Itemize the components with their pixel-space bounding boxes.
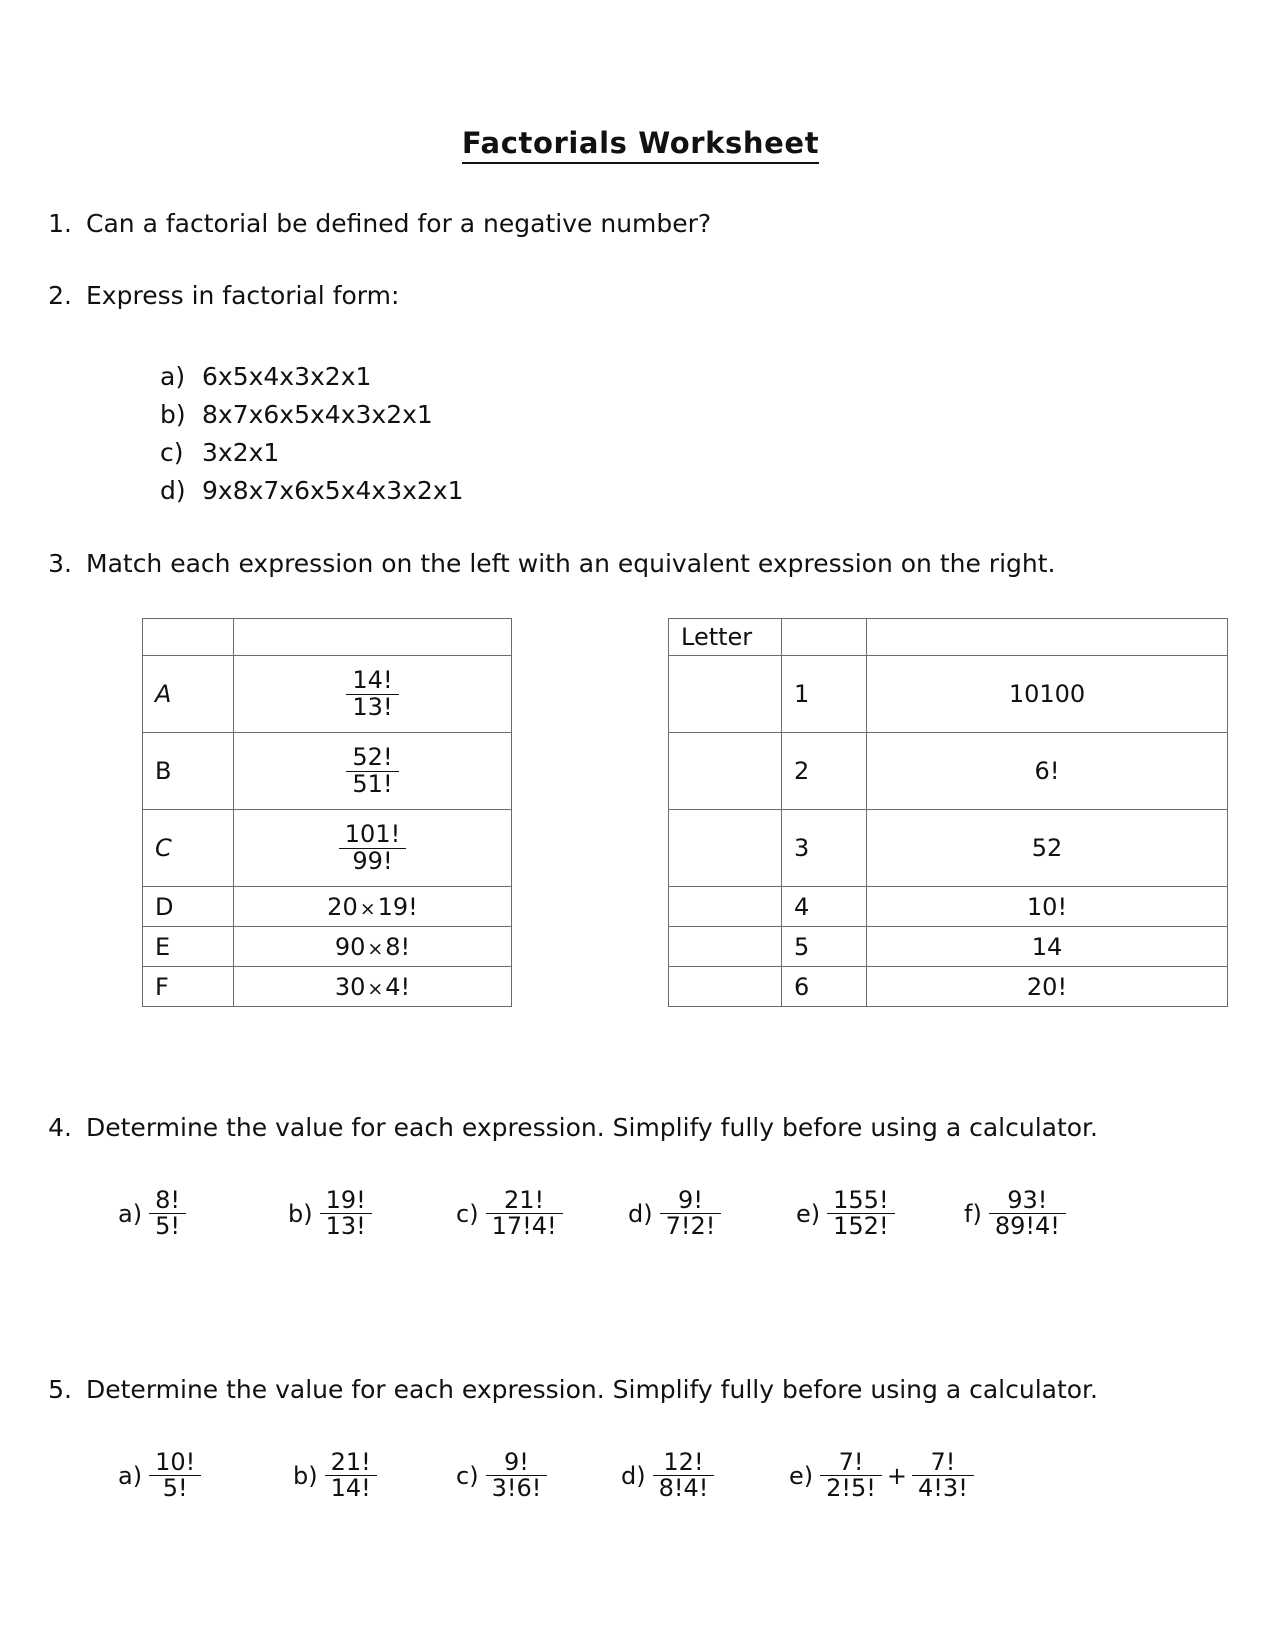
question-5 (44, 1374, 1224, 1405)
table-row[interactable] (669, 887, 1228, 927)
question-3-text: Match each expression on the left with an equivalent expression on the right. (86, 549, 1056, 578)
expression-item (964, 1188, 1066, 1239)
item-label: b) (160, 400, 186, 429)
fraction-denominator: 8!4! (658, 1474, 709, 1503)
fraction-numerator: 19! (320, 1188, 372, 1214)
expression-label: f) (964, 1199, 982, 1228)
question-4-text: Determine the value for each expression. Simplify fully before using a calculator. (86, 1113, 1098, 1142)
fraction-denominator: 99! (352, 846, 393, 875)
expression-item (118, 1188, 288, 1239)
expression-item (621, 1450, 789, 1501)
fraction-denominator: 5! (155, 1212, 180, 1241)
row-index: 5 (782, 927, 867, 967)
fraction-denominator: 3!6! (491, 1474, 542, 1503)
fraction-numerator: 93! (989, 1188, 1066, 1214)
question-3-number: 3. (48, 549, 72, 578)
row-value: 6! (867, 733, 1228, 810)
fraction-denominator: 4!3! (918, 1474, 968, 1503)
expression-label: a) (118, 1461, 143, 1490)
left-expression-table (142, 618, 512, 1007)
item-label: d) (160, 476, 186, 505)
header-key-cell (143, 619, 234, 656)
row-value: 52 (867, 810, 1228, 887)
question-2-text: Express in factorial form: (86, 281, 400, 310)
row-index: 4 (782, 887, 867, 927)
question-5-number: 5. (48, 1375, 72, 1404)
expression-label: e) (789, 1461, 814, 1490)
row-value: 14 (867, 927, 1228, 967)
expression-label: c) (456, 1199, 479, 1228)
item-label: a) (160, 362, 186, 391)
row-index: 3 (782, 810, 867, 887)
fraction-denominator: 13! (352, 692, 393, 721)
fraction (346, 668, 398, 719)
list-item (160, 472, 464, 510)
table-header-row (143, 619, 512, 656)
fraction-numerator: 10! (149, 1450, 201, 1476)
item-label: c) (160, 438, 184, 467)
product-right: 4! (385, 972, 411, 1001)
table-row[interactable] (669, 656, 1228, 733)
fraction-numerator: 52! (346, 745, 398, 771)
row-expression (234, 887, 512, 927)
fraction-denominator: 13! (325, 1212, 366, 1241)
row-expression (234, 810, 512, 887)
fraction-numerator: 7! (820, 1450, 882, 1476)
fraction (346, 745, 398, 796)
question-1-text: Can a factorial be defined for a negative number? (86, 209, 712, 238)
fraction-denominator: 7!2! (665, 1212, 716, 1241)
row-key: D (143, 887, 234, 927)
fraction-denominator: 51! (352, 769, 393, 798)
fraction (989, 1188, 1066, 1239)
row-expression (234, 656, 512, 733)
row-value: 10100 (867, 656, 1228, 733)
expression-item (293, 1450, 456, 1501)
question-2-number: 2. (48, 281, 72, 310)
list-item (160, 358, 464, 396)
row-key: E (143, 927, 234, 967)
fraction (339, 822, 406, 873)
expression-item (628, 1188, 796, 1239)
fraction (486, 1188, 563, 1239)
times-icon: × (359, 897, 376, 920)
expression-item (456, 1188, 628, 1239)
fraction-numerator: 9! (486, 1450, 548, 1476)
table-row (143, 967, 512, 1007)
page-title-container (0, 0, 1281, 164)
expression-item (789, 1450, 974, 1501)
matching-tables (0, 618, 1281, 1001)
table-header-row (669, 619, 1228, 656)
question-2-items (160, 358, 464, 510)
right-answer-table (668, 618, 1228, 1007)
row-expression (234, 967, 512, 1007)
row-key: F (143, 967, 234, 1007)
item-value: 6x5x4x3x2x1 (202, 362, 372, 391)
table-row (143, 927, 512, 967)
question-4-expressions (118, 1188, 1218, 1239)
item-value: 8x7x6x5x4x3x2x1 (202, 400, 433, 429)
fraction-numerator: 7! (912, 1450, 974, 1476)
row-value: 10! (867, 887, 1228, 927)
row-index: 6 (782, 967, 867, 1007)
fraction-numerator: 14! (346, 668, 398, 694)
fraction-numerator: 8! (149, 1188, 186, 1214)
table-row[interactable] (669, 733, 1228, 810)
fraction (660, 1188, 722, 1239)
list-item (160, 396, 464, 434)
row-key: C (143, 810, 234, 887)
header-value-cell (867, 619, 1228, 656)
page-title: Factorials Worksheet (462, 128, 819, 164)
row-index: 2 (782, 733, 867, 810)
fraction-denominator: 2!5! (826, 1474, 876, 1503)
product-left: 20 (327, 892, 358, 921)
product-expression (327, 893, 418, 921)
expression-item (456, 1450, 621, 1501)
product-right: 8! (385, 932, 411, 961)
question-5-text: Determine the value for each expression. Simplify fully before using a calculator. (86, 1375, 1098, 1404)
fraction-numerator: 21! (325, 1450, 377, 1476)
row-key: B (143, 733, 234, 810)
expression-item (118, 1450, 293, 1501)
fraction (820, 1450, 882, 1501)
fraction-denominator: 152! (833, 1212, 889, 1241)
fraction (827, 1188, 894, 1239)
answer-blank[interactable] (669, 967, 782, 1007)
row-expression (234, 733, 512, 810)
product-right: 19! (377, 892, 418, 921)
expression-label: b) (293, 1461, 318, 1490)
product-expression (335, 973, 410, 1001)
fraction (486, 1450, 548, 1501)
table-row[interactable] (669, 810, 1228, 887)
header-index-cell (782, 619, 867, 656)
item-value: 9x8x7x6x5x4x3x2x1 (202, 476, 464, 505)
table-row (143, 733, 512, 810)
fraction (653, 1450, 715, 1501)
row-value: 20! (867, 967, 1228, 1007)
question-4 (44, 1112, 1224, 1143)
list-item (160, 434, 464, 472)
fraction-denominator: 5! (162, 1474, 188, 1503)
table-row (143, 887, 512, 927)
fraction-numerator: 155! (827, 1188, 894, 1214)
answer-blank[interactable] (669, 656, 782, 733)
table-row (143, 810, 512, 887)
table-row[interactable] (669, 967, 1228, 1007)
fraction (320, 1188, 372, 1239)
expression-label: d) (621, 1461, 646, 1490)
question-3 (44, 548, 1204, 579)
answer-blank[interactable] (669, 733, 782, 810)
row-expression (234, 927, 512, 967)
expression-label: c) (456, 1461, 479, 1490)
fraction-numerator: 9! (660, 1188, 722, 1214)
expression-label: b) (288, 1199, 313, 1228)
question-1 (44, 208, 1144, 239)
fraction (149, 1450, 201, 1501)
expression-label: a) (118, 1199, 143, 1228)
fraction (149, 1188, 186, 1239)
question-1-number: 1. (48, 209, 72, 238)
answer-blank[interactable] (669, 927, 782, 967)
question-4-number: 4. (48, 1113, 72, 1142)
answer-blank[interactable] (669, 887, 782, 927)
answer-blank[interactable] (669, 810, 782, 887)
item-value: 3x2x1 (202, 438, 280, 467)
row-index: 1 (782, 656, 867, 733)
fraction-numerator: 21! (486, 1188, 563, 1214)
header-value-cell (234, 619, 512, 656)
fraction-numerator: 12! (653, 1450, 715, 1476)
expression-label: d) (628, 1199, 653, 1228)
fraction-denominator: 14! (330, 1474, 371, 1503)
question-5-expressions (118, 1450, 1218, 1501)
row-key: A (143, 656, 234, 733)
expression-item (288, 1188, 456, 1239)
fraction (325, 1450, 377, 1501)
fraction-second (912, 1450, 974, 1501)
plus-icon: + (886, 1461, 908, 1490)
times-icon: × (367, 977, 384, 1000)
product-expression (335, 933, 410, 961)
fraction-numerator: 101! (339, 822, 406, 848)
product-left: 90 (334, 932, 366, 961)
expression-item (796, 1188, 964, 1239)
table-row[interactable] (669, 927, 1228, 967)
fraction-denominator: 17!4! (491, 1212, 557, 1241)
fraction-denominator: 89!4! (994, 1212, 1060, 1241)
table-row (143, 656, 512, 733)
product-left: 30 (334, 972, 366, 1001)
question-2 (44, 280, 1144, 311)
times-icon: × (367, 937, 384, 960)
expression-label: e) (796, 1199, 821, 1228)
header-letter-cell: Letter (669, 619, 782, 656)
